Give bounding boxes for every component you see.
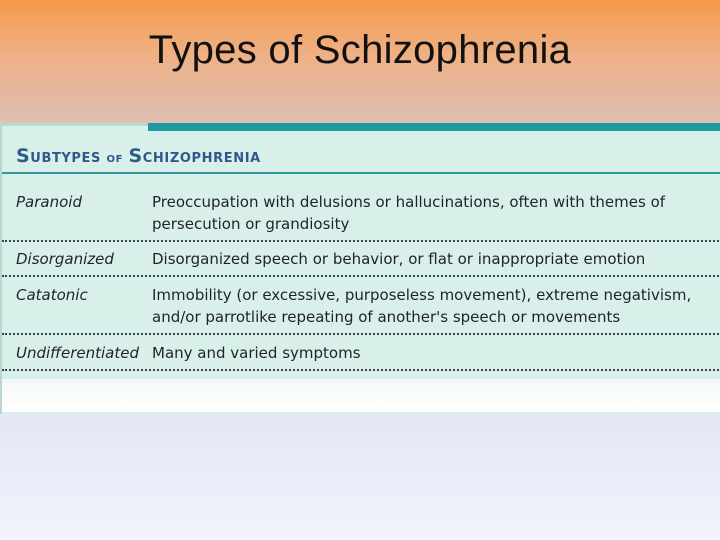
top-rule-left	[2, 123, 148, 126]
row-term: Catatonic	[16, 286, 88, 304]
row-divider	[2, 369, 720, 371]
heading-mid-word: of	[101, 150, 129, 166]
subtypes-table	[0, 123, 720, 414]
row-definition: Immobility (or excessive, purposeless movement), extreme negativism, and/or parrotlike repeating of another's speech or movements	[152, 286, 692, 326]
row-divider	[2, 275, 720, 277]
row-term: Disorganized	[16, 250, 114, 268]
table-header-bar	[148, 123, 720, 131]
heading-rule	[2, 172, 720, 174]
heading-first-letter-word: Subtypes	[16, 145, 102, 167]
heading-last-word: Schizophrenia	[128, 145, 261, 167]
row-divider	[2, 333, 720, 335]
table-heading	[16, 145, 261, 167]
row-definition: Disorganized speech or behavior, or flat or inappropriate emotion	[152, 250, 646, 268]
row-term: Undifferentiated	[16, 344, 140, 362]
table-bottom-fade	[2, 379, 720, 412]
row-term: Paranoid	[16, 193, 82, 211]
row-divider	[2, 240, 720, 242]
row-definition: Many and varied symptoms	[152, 344, 361, 362]
slide-title: Types of Schizophrenia	[148, 28, 572, 72]
row-definition: Preoccupation with delusions or hallucinations, often with themes of persecution or grandiosity	[152, 193, 666, 233]
